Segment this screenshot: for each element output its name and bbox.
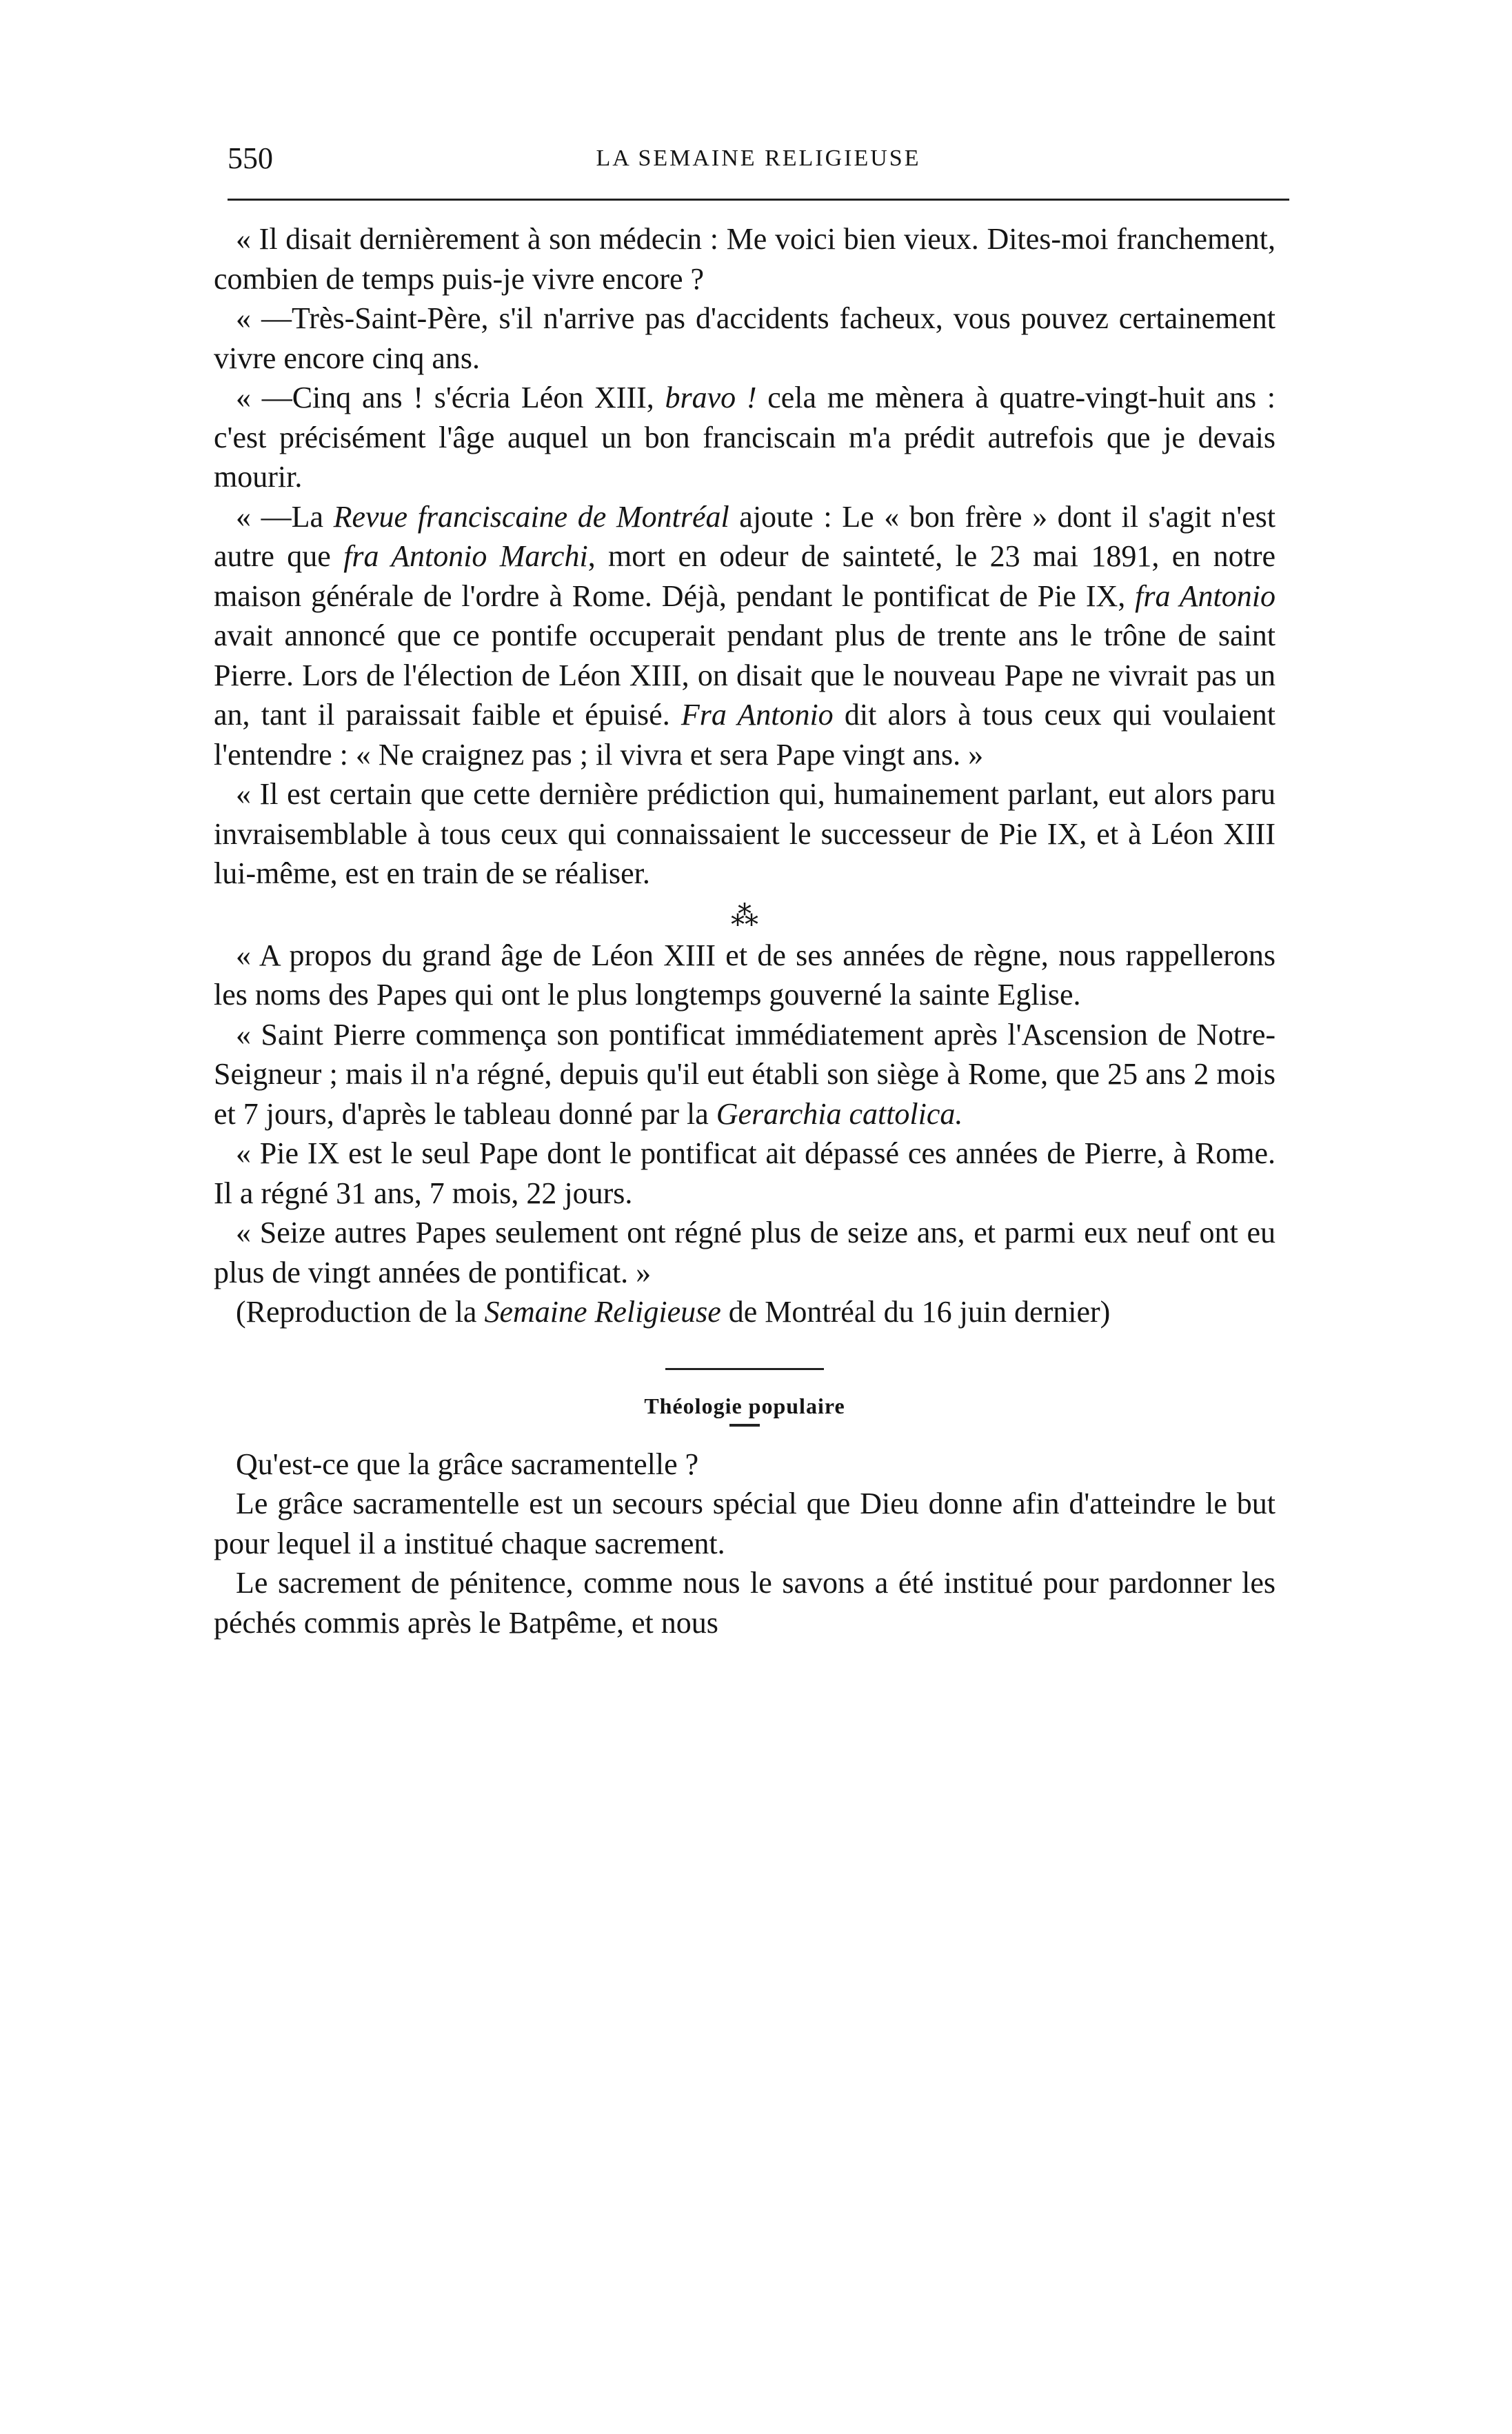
paragraph: « A propos du grand âge de Léon XIII et de ses années de règne, nous rappellerons les noms des Papes qui ont le plus longtemps gouverné la sainte Eglise. — [214, 938, 1276, 1012]
paragraph: « Il disait dernièrement à son médecin : Me voici bien vieux. Dites-moi franchement, combien de temps puis-je vivre encore ? — [214, 222, 1276, 296]
paragraph: « Seize autres Papes seulement ont régné plus de seize ans, et parmi eux neuf ont eu plus de vingt années de pontificat. » — [214, 1216, 1276, 1289]
title-underline — [729, 1424, 760, 1427]
running-title: LA SEMAINE RELIGIEUSE — [596, 145, 921, 171]
italic-text: Semaine Religieuse — [484, 1295, 721, 1329]
italic-text: Fra Antonio — [681, 698, 834, 732]
paragraph: Le grâce sacramentelle est un secours spécial que Dieu donne afin d'atteindre le but pour lequel il a institué chaque sacrement. — [214, 1487, 1276, 1560]
paragraph: « Pie IX est le seul Pape dont le pontificat ait dépassé ces années de Pierre, à Rome. Il a régné 31 ans, 7 mois, 22 jours. — [214, 1136, 1276, 1210]
paragraph: « —La Revue franciscaine de Montréal ajoute : Le « bon frère » dont il s'agit n'est autre que fra Antonio Marchi, mort en odeur de sainteté, le 23 mai 1891, en notre maison générale de l'ordre à Rome. Déjà, pendant le pontificat de Pie IX, fra Antonio avait annoncé que ce pontife occuperait pendant plus de trente ans le trône de saint Pierre. Lors de l'élection de Léon XIII, on disait que le nouveau Pape ne vivrait pas un an, tant il paraissait faible et épuisé. Fra Antonio dit alors à tous ceux qui voulaient l'entendre : « Ne craignez pas ; il vivra et sera Pape vingt ans. » — [214, 499, 1276, 772]
page-number: 550 — [228, 141, 273, 175]
section-title: Théologie populaire — [644, 1393, 845, 1418]
paragraph: (Reproduction de la Semaine Religieuse de Montréal du 16 juin dernier) — [236, 1295, 1111, 1329]
body-text — [214, 219, 1276, 1642]
asterism: ⁂ — [731, 900, 758, 932]
italic-text: Gerarchia cattolica. — [716, 1096, 963, 1131]
page-header — [228, 138, 1289, 179]
paragraph: « —Très-Saint-Père, s'il n'arrive pas d'accidents facheux, vous pouvez certainement vivre encore cinq ans. — [214, 301, 1276, 375]
section-divider — [665, 1368, 824, 1370]
paragraph: « —Cinq ans ! s'écria Léon XIII, bravo ! cela me mènera à quatre-vingt-huit ans : c'est précisément l'âge auquel un bon franciscain m'a prédit autrefois que je devais mourir. — [214, 381, 1276, 494]
paragraph: « Saint Pierre commença son pontificat immédiatement après l'Ascension de Notre-Seigneur ; mais il n'a régné, depuis qu'il eut établi son siège à Rome, que 25 ans 2 mois et 7 jours, d'après le tableau donné par la Gerarchia cattolica. — [214, 1017, 1276, 1131]
paragraph: « Il est certain que cette dernière prédiction qui, humainement parlant, eut alors paru invraisemblable à tous ceux qui connaissaient le successeur de Pie IX, et à Léon XIII lui-même, est en train de se réaliser. — [214, 777, 1276, 890]
italic-text: fra Antonio — [1135, 579, 1276, 613]
question: Qu'est-ce que la grâce sacramentelle ? — [236, 1447, 699, 1481]
italic-text: fra Antonio Marchi — [343, 539, 588, 573]
paragraph: Le sacrement de pénitence, comme nous le savons a été institué pour pardonner les péchés commis après le Batpême, et nous — [214, 1566, 1276, 1640]
italic-text: Revue franciscaine de Montréal — [333, 499, 729, 534]
header-rule — [228, 199, 1289, 201]
italic-text: bravo ! — [665, 381, 757, 414]
